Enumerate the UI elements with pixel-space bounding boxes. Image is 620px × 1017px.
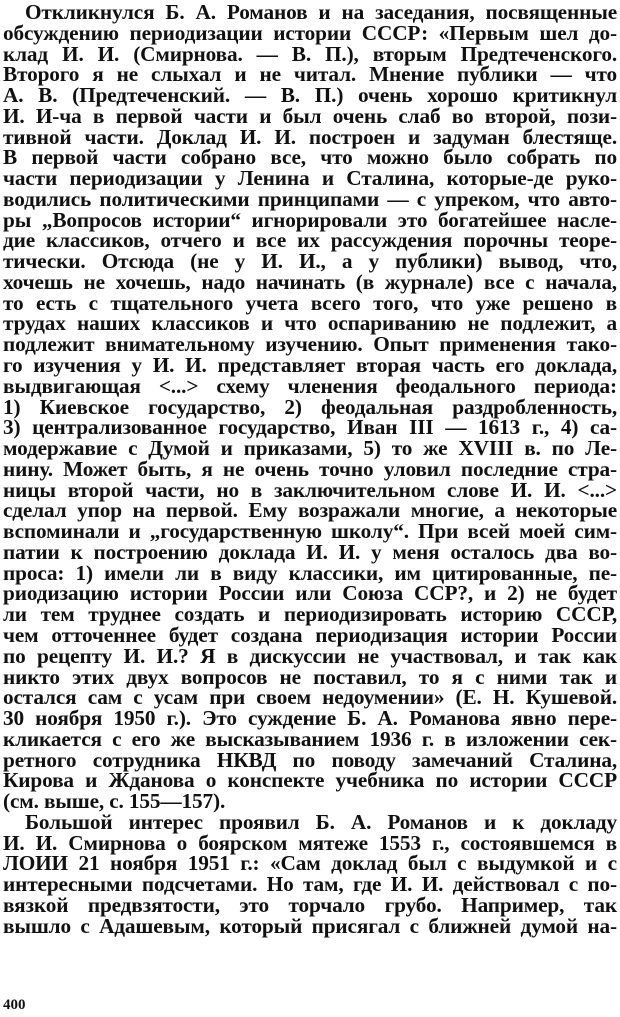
text-line: хочешь не хочешь, надо начинать (в журнале) все с начала, (3, 269, 617, 294)
text-line: ЛОИИ 21 ноября 1951 г.: «Сам доклад был с выдумкой и с (3, 851, 617, 876)
text-line: 30 ноября 1950 г.). Это суждение Б. А. Романова явно пере- (3, 706, 617, 731)
text-line: ры „Вопросов истории“ игнорировали это богатейшее насле- (3, 207, 617, 232)
text-line: ли тем труднее создать и периодизировать историю СССР, (3, 602, 617, 627)
text-line: тически. Отсюда (не у И. И., а у публики) вывод, что, (3, 249, 617, 274)
text-line: сделал упор на первой. Ему возражали многие, а некоторые (3, 498, 617, 523)
text-line: 3) централизованное государство, Иван III — 1613 г., 4) са- (3, 415, 617, 440)
text-line: И. И. Смирнова о боярском мятеже 1553 г., состоявшемся в (3, 830, 617, 855)
text-line: интересными подсчетами. Но там, где И. И. действовал с по- (3, 872, 617, 897)
text-line: А. В. (Предтеченский. — В. П.) очень хорошо критикнул (3, 83, 617, 108)
text-line: ницы второй части, но в заключительном слове И. И. <...> (3, 477, 617, 502)
text-line: по рецепту И. И.? Я в дискуссии не участвовал, и так как (3, 643, 617, 668)
text-line: ретного сотрудника НКВД по поводу замечаний Сталина, (3, 747, 617, 772)
text-line: вязкой предвзятости, это торчало грубо. Например, так (3, 892, 617, 917)
text-line: (см. выше, с. 155—157). (3, 789, 226, 814)
text-line: нину. Может быть, я не очень точно уловил последние стра- (3, 456, 617, 481)
text-line: чем отточеннее будет создана периодизация истории России (3, 622, 617, 647)
page-number: 400 (3, 997, 26, 1013)
text-line: Второго я не слыхал и не читал. Мнение публики — что (3, 62, 617, 87)
text-line: никто этих двух вопросов не поставил, то я с ними так и (3, 664, 617, 689)
text-line: вспоминали и „государственную школу“. При всей моей сим- (3, 519, 617, 544)
text-line: патии к построению доклада И. И. у меня осталось два во- (3, 539, 617, 564)
text-line: кликается с его же высказыванием 1936 г. в изложении сек- (3, 726, 617, 751)
text-line: части периодизации у Ленина и Сталина, которые-де руко- (3, 166, 617, 191)
text-line: В первой части собрано все, что можно было собрать по (3, 145, 617, 170)
body-text (3, 2, 617, 936)
text-line: Откликнулся Б. А. Романов и на заседания, посвященные (25, 0, 617, 24)
text-line: обсуждению периодизации истории СССР: «Первым шел до- (3, 20, 617, 45)
text-line: И. И-ча в первой части и был очень слаб во второй, пози- (3, 103, 617, 128)
text-line: модержавие с Думой и приказами, 5) то же XVIII в. по Ле- (3, 436, 617, 461)
text-line: го изучения у И. И. представляет вторая часть его доклада, (3, 353, 617, 378)
text-line: риодизацию истории России или Союза ССР?, и 2) не будет (3, 581, 617, 606)
text-line: водились политическими принципами — с упреком, что авто- (3, 186, 617, 211)
text-line: подлежит внимательному изучению. Опыт применения тако- (3, 332, 617, 357)
text-line: дие классиков, отчего и все их рассуждения порочны теоре- (3, 228, 617, 253)
text-line: вышло с Адашевым, который присягал с ближней думой на- (3, 913, 617, 938)
text-line: выдвигающая <...> схему членения феодального периода: (3, 373, 617, 398)
text-line: остался сам с усам при своем недоумении» (Е. Н. Кушевой. (3, 685, 617, 710)
text-line: трудах наших классиков и что оспариванию не подлежит, а (3, 311, 617, 336)
text-line: клад И. И. (Смирнова. — В. П.), вторым Предтеченского. (3, 41, 617, 66)
text-line: то есть с тщательного учета всего того, что уже решено в (3, 290, 617, 315)
text-line: Кирова и Жданова о конспекте учебника по истории СССР (3, 768, 617, 793)
text-line: 1) Киевское государство, 2) феодальная раздробленность, (3, 394, 617, 419)
text-line: Большой интерес проявил Б. А. Романов и к докладу (25, 809, 617, 834)
text-line: тивной части. Доклад И. И. построен и задуман блестяще. (3, 124, 617, 149)
text-line: проса: 1) имели ли в виду классики, им цитированные, пе- (3, 560, 617, 585)
